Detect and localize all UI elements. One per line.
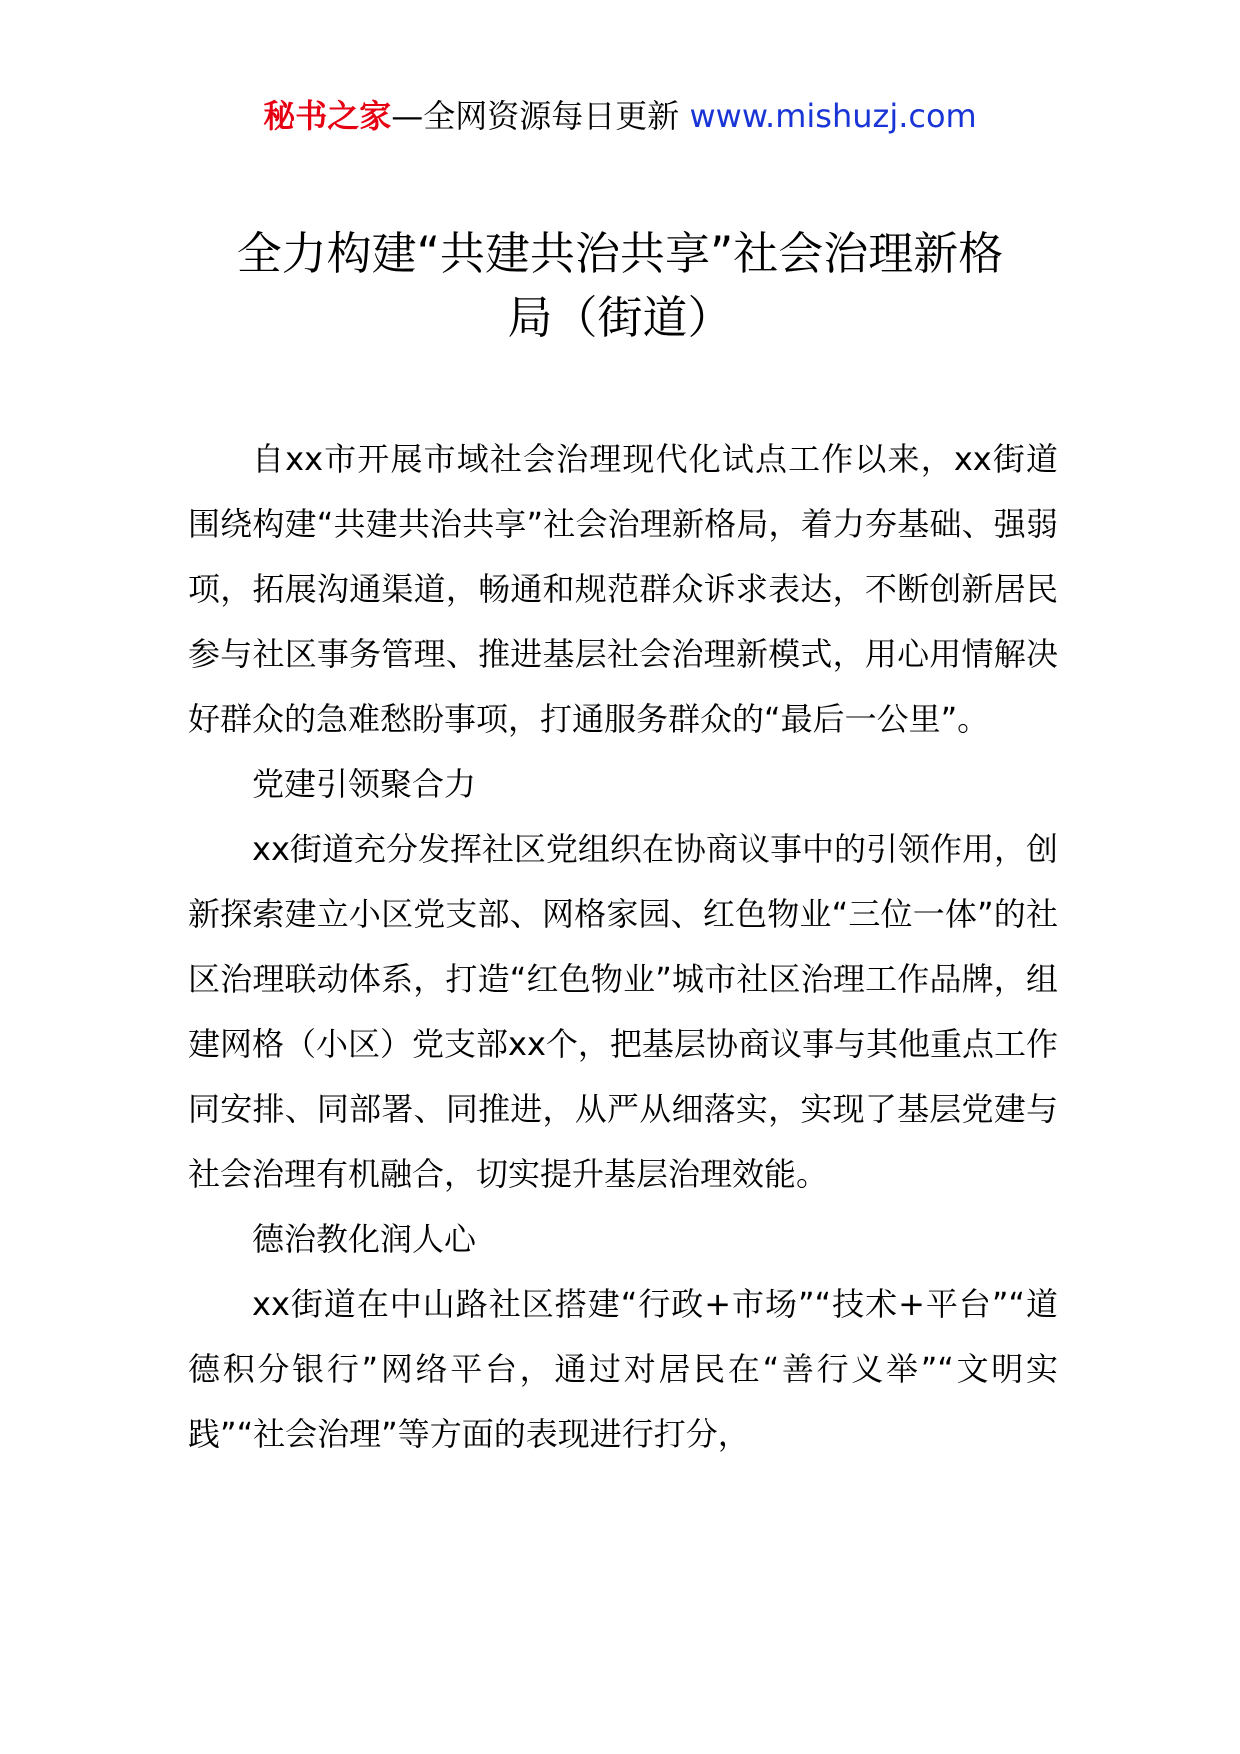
header-slogan: —全网资源每日更新 (391, 97, 680, 135)
title-line-2: 局（街道） (507, 291, 733, 344)
title-line-1: 全力构建“共建共治共享”社会治理新格 (236, 227, 1004, 280)
site-header (0, 96, 1240, 136)
paragraph: xx街道充分发挥社区党组织在协商议事中的引领作用，创新探索建立小区党支部、网格家园、红色物业“三位一体”的社区治理联动体系，打造“红色物业”城市社区治理工作品牌，组建网格（小区）党支部xx个，把基层协商议事与其他重点工作同安排、同部署、同推进，从严从细落实，实现了基层党建与社会治理有机融合，切实提升基层治理效能。 (188, 830, 1058, 1193)
document-body (188, 427, 1058, 1467)
paragraph: xx街道在中山路社区搭建“行政+市场”“技术+平台”“道德积分银行”网络平台，通过对居民在“善行义举”“文明实践”“社会治理”等方面的表现进行打分， (188, 1285, 1058, 1453)
document-title (170, 222, 1070, 350)
section-heading: 德治教化润人心 (252, 1220, 477, 1258)
site-url-link[interactable]: www.mishuzj.com (689, 97, 977, 135)
section-heading: 党建引领聚合力 (252, 765, 477, 803)
brand-name: 秘书之家 (263, 97, 392, 135)
paragraph-intro: 自xx市开展市域社会治理现代化试点工作以来，xx街道围绕构建“共建共治共享”社会治理新格局，着力夯基础、强弱项，拓展沟通渠道，畅通和规范群众诉求表达，不断创新居民参与社区事务管理、推进基层社会治理新模式，用心用情解决好群众的急难愁盼事项，打通服务群众的“最后一公里”。 (188, 440, 1058, 738)
